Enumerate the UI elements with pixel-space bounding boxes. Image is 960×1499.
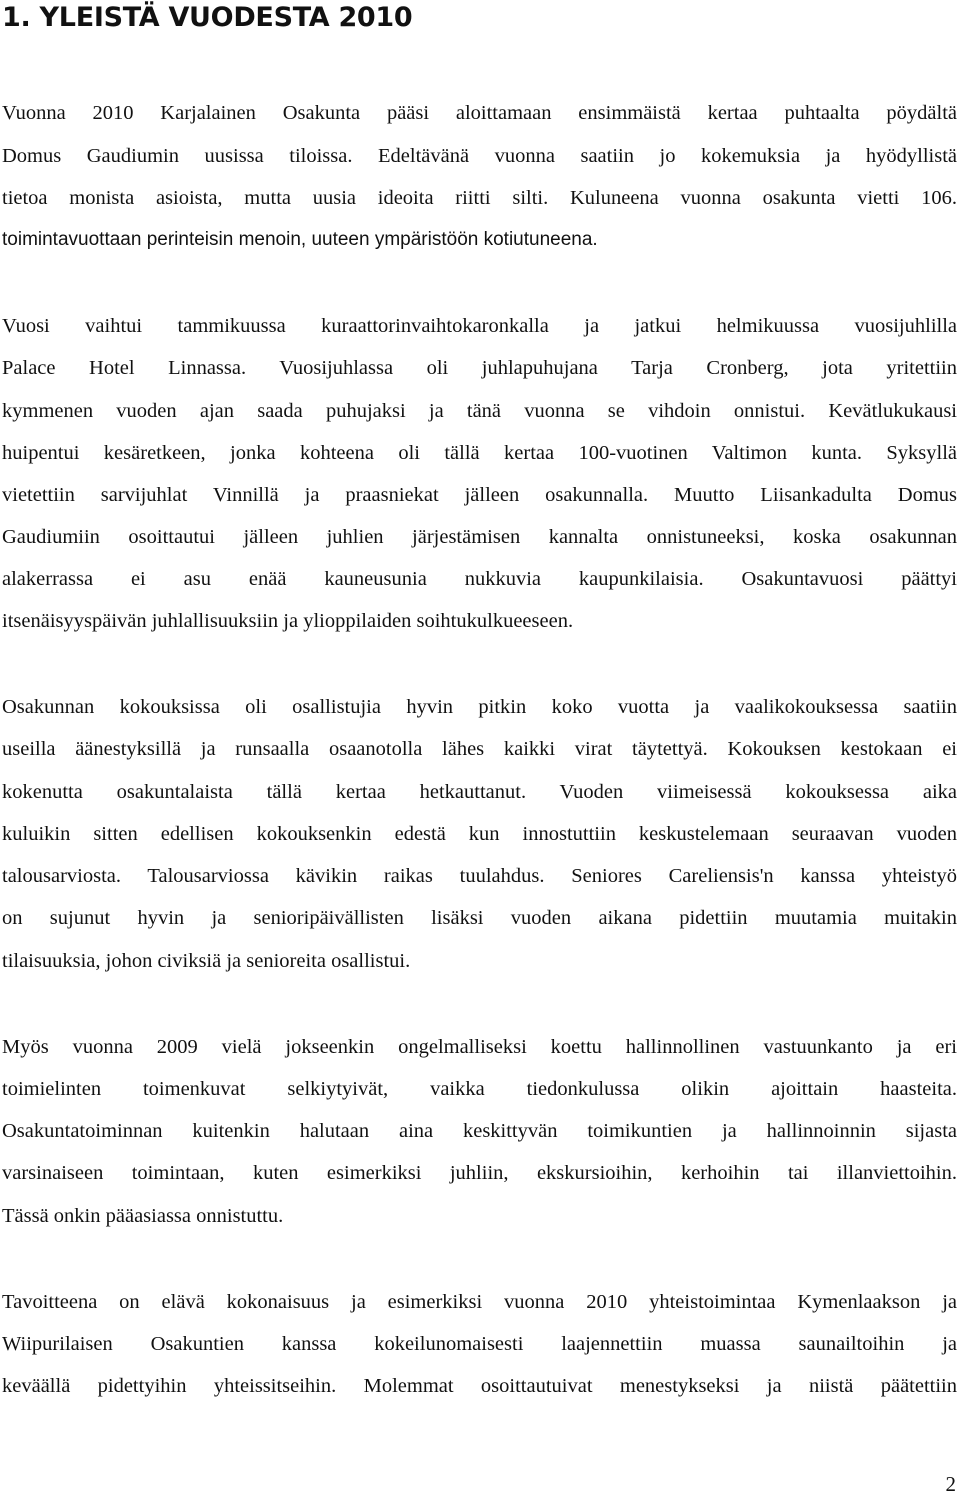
- paragraph-line: toimintavuottaan perinteisin menoin, uuteen ympäristöön kotiutuneena.: [2, 229, 598, 250]
- paragraph-line: Vuosi vaihtui tammikuussa kuraattorinvaihtokaronkalla ja jatkui helmikuussa vuosijuhlilla: [2, 315, 957, 337]
- paragraph-line: kymmenen vuoden ajan saada puhujaksi ja tänä vuonna se vihdoin onnistui. Kevätlukukausi: [2, 400, 957, 422]
- paragraph-line: Osakuntatoiminnan kuitenkin halutaan aina keskittyvän toimikuntien ja hallinnoinnin sijasta: [2, 1120, 957, 1142]
- paragraph-line: Osakunnan kokouksissa oli osallistujia hyvin pitkin koko vuotta ja vaalikokouksessa saatiin: [2, 696, 957, 718]
- paragraph-line: huipentui kesäretkeen, jonka kohteena oli tällä kertaa 100-vuotinen Valtimon kunta. Syksyllä: [2, 442, 957, 464]
- paragraph-line: alakerrassa ei asu enää kauneusunia nukkuvia kaupunkilaisia. Osakuntavuosi päättyi: [2, 568, 957, 590]
- paragraph-line: Wiipurilaisen Osakuntien kanssa kokeilunomaisesti laajennettiin muassa saunailtoihin ja: [2, 1333, 957, 1355]
- paragraph-line: kokenutta osakuntalaista tällä kertaa hetkauttanut. Vuoden viimeisessä kokouksessa aika: [2, 781, 957, 803]
- paragraph-line: tietoa monista asioista, mutta uusia ideoita riitti silti. Kuluneena vuonna osakunta vietti 106.: [2, 187, 957, 209]
- section-heading: 1. YLEISTÄ VUODESTA 2010: [2, 2, 413, 33]
- paragraph-line: itsenäisyyspäivän juhlallisuuksiin ja ylioppilaiden soihtukulkueeseen.: [2, 610, 574, 632]
- paragraph-line: Myös vuonna 2009 vielä jokseenkin ongelmalliseksi koettu hallinnollinen vastuunkanto ja eri: [2, 1036, 957, 1058]
- paragraph-line: tilaisuuksia, johon civiksiä ja senioreita osallistui.: [2, 950, 411, 972]
- paragraph-line: Palace Hotel Linnassa. Vuosijuhlassa oli juhlapuhujana Tarja Cronberg, jota yritettiin: [2, 357, 957, 379]
- paragraph-line: Vuonna 2010 Karjalainen Osakunta pääsi aloittamaan ensimmäistä kertaa puhtaalta pöydältä: [2, 102, 957, 124]
- paragraph-line: Tavoitteena on elävä kokonaisuus ja esimerkiksi vuonna 2010 yhteistoimintaa Kymenlaakson ja: [2, 1291, 957, 1313]
- paragraph-line: Tässä onkin pääasiassa onnistuttu.: [2, 1205, 284, 1227]
- page-number: 2: [945, 1472, 956, 1496]
- paragraph-line: varsinaiseen toimintaan, kuten esimerkiksi juhliin, ekskursioihin, kerhoihin tai illanviettoihin.: [2, 1162, 957, 1184]
- paragraph-line: toimielinten toimenkuvat selkiytyivät, vaikka tiedonkulussa olikin ajoittain haasteita.: [2, 1078, 957, 1100]
- paragraph-line: kuluikin sitten edellisen kokouksenkin edestä kun innostuttiin keskustelemaan seuraavan vuoden: [2, 823, 957, 845]
- paragraph-line: keväällä pidettyihin yhteissitseihin. Molemmat osoittautuivat menestykseksi ja niistä päätettiin: [2, 1375, 957, 1397]
- paragraph-line: Gaudiumiin osoittautui jälleen juhlien järjestämisen kannalta onnistuneeksi, koska osakunnan: [2, 526, 957, 548]
- paragraph-line: on sujunut hyvin ja senioripäivällisten lisäksi vuoden aikana pidettiin muutamia muitakin: [2, 907, 957, 929]
- paragraph-line: useilla äänestyksillä ja runsaalla osaanotolla lähes kaikki virat täytettyä. Kokouksen kestokaan ei: [2, 738, 957, 760]
- paragraph-line: Domus Gaudiumin uusissa tiloissa. Edeltävänä vuonna saatiin jo kokemuksia ja hyödyllistä: [2, 145, 957, 167]
- paragraph-line: vietettiin sarvijuhlat Vinnillä ja praasniekat jälleen osakunnalla. Muutto Liisankadulta Domus: [2, 484, 957, 506]
- paragraph-line: talousarviosta. Talousarviossa kävikin raikas tuulahdus. Seniores Careliensis'n kanssa yhteistyö: [2, 865, 957, 887]
